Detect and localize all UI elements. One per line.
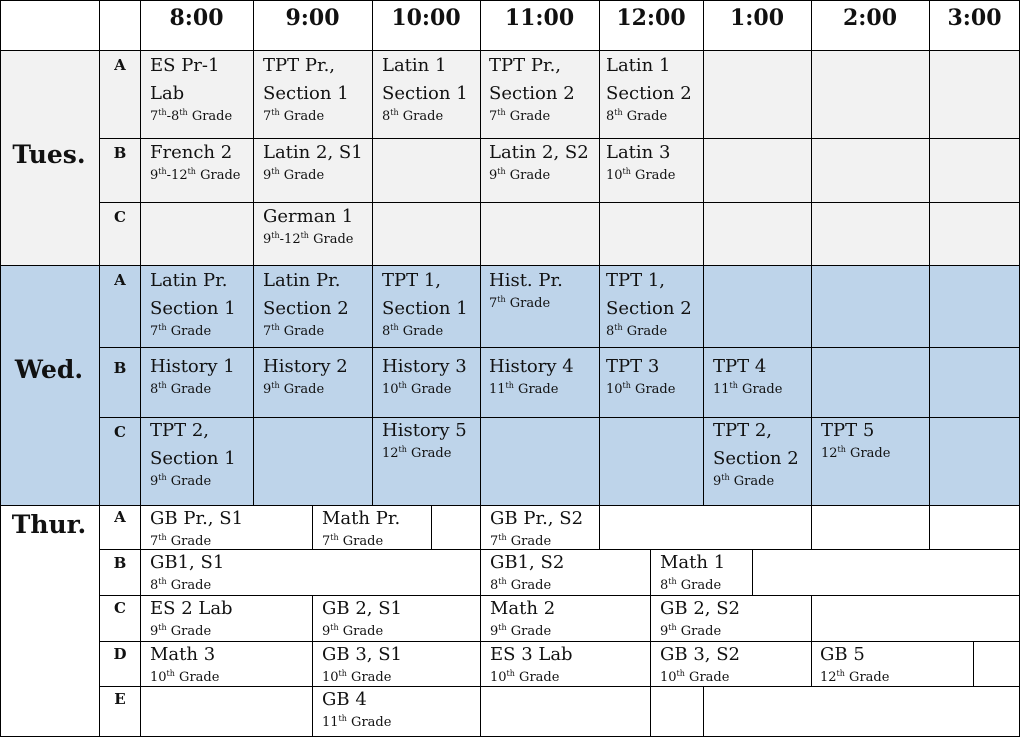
class-title: GB Pr., S2 [490,508,584,529]
grade-label: 12th Grade [821,445,891,461]
grade-label: 12th Grade [382,445,452,461]
class-title: Section 2 [489,83,575,104]
class-cell [382,267,468,340]
class-cell [490,549,564,594]
class-title: GB 2, S2 [660,598,741,619]
class-cell [150,595,233,640]
grade-label: 9th Grade [263,167,325,183]
class-title: ES 3 Lab [490,644,573,665]
row-letter: B [113,554,127,572]
time-header: 12:00 [616,5,686,31]
class-title: GB 3, S2 [660,644,741,665]
class-title: Latin 1 [382,55,447,76]
grade-label: 9th Grade [660,623,722,639]
time-header: 1:00 [729,5,785,31]
grade-label: 7th Grade [489,108,551,124]
grade-label: 9th Grade [150,473,212,489]
class-title: Section 2 [713,448,799,469]
grade-label: 9th Grade [322,623,384,639]
grade-label: 8th Grade [660,577,722,593]
row-letter: E [114,690,126,708]
class-title: History 2 [263,356,348,377]
class-cell [660,595,740,640]
grade-label: 8th Grade [382,108,444,124]
grade-label: 7th Grade [263,108,325,124]
class-title: TPT 5 [821,420,875,441]
class-title: GB 5 [820,644,865,665]
class-cell [322,595,402,640]
class-title: Math Pr. [322,508,401,529]
row-letter: D [113,645,127,663]
day-label-thursday: Thur. [11,510,87,539]
grade-label: 7th Grade [322,533,384,549]
class-title: History 3 [382,356,467,377]
class-title: History 1 [150,356,235,377]
row-letter: C [114,423,126,441]
class-cell [489,267,563,312]
class-title: GB 4 [322,689,367,710]
grade-label: 7th Grade [150,323,212,339]
time-header: 11:00 [504,5,575,31]
time-header: 8:00 [169,5,224,31]
class-cell [150,52,232,125]
class-title: French 2 [150,142,233,163]
grade-label: 9th-12th Grade [150,167,241,183]
row-letter: A [114,271,126,289]
class-title: ES 2 Lab [150,598,233,619]
day-label-wednesday: Wed. [14,355,84,384]
class-title: Section 1 [150,448,236,469]
grade-label: 10th Grade [606,167,676,183]
class-cell [150,549,224,594]
class-title: TPT 1, [606,270,666,291]
class-title: Hist. Pr. [489,270,563,291]
time-header: 10:00 [391,5,461,31]
class-cell [322,686,391,731]
class-cell [713,417,799,490]
class-title: History 5 [382,420,467,441]
class-title: Section 2 [606,83,692,104]
grade-label: 12th Grade [820,669,890,685]
class-title: Lab [150,83,185,104]
class-title: Latin 2, S2 [489,142,589,163]
class-cell [489,353,574,398]
class-cell [322,505,400,550]
grade-label: 10th Grade [490,669,560,685]
grade-label: 8th Grade [150,577,212,593]
class-cell [263,353,348,398]
class-title: Math 3 [150,644,216,665]
row-letter: B [113,359,127,377]
class-cell [606,139,675,184]
grade-label: 8th Grade [606,108,668,124]
class-cell [263,267,349,340]
class-title: GB 2, S1 [322,598,403,619]
class-title: German 1 [263,206,354,227]
class-title: GB 3, S1 [322,644,403,665]
grade-label: 10th Grade [322,669,392,685]
grade-label: 10th Grade [382,381,452,397]
class-cell [821,417,890,462]
class-title: TPT 2, [713,420,773,441]
class-title: GB Pr., S1 [150,508,244,529]
class-cell [713,353,782,398]
class-title: GB1, S2 [490,552,565,573]
class-cell [820,641,889,686]
grade-label: 9th Grade [713,473,775,489]
class-cell [489,52,575,125]
grade-label: 7th Grade [489,295,551,311]
grade-label: 9th Grade [263,381,325,397]
class-cell [490,641,573,686]
class-title: Latin 1 [606,55,671,76]
grade-label: 7th Grade [490,533,552,549]
class-cell [322,641,402,686]
class-title: Math 1 [660,552,726,573]
class-title: TPT 2, [150,420,210,441]
row-letter: C [114,599,126,617]
class-title: Math 2 [490,598,556,619]
class-cell [490,595,555,640]
time-header: 9:00 [285,5,340,31]
class-title: Section 2 [263,298,349,319]
row-letter: A [114,508,126,526]
grade-label: 7th Grade [263,323,325,339]
class-cell [150,139,240,184]
class-title: TPT 4 [713,356,767,377]
grade-label: 7th Grade [150,533,212,549]
class-title: Section 2 [606,298,692,319]
row-letter: A [114,56,126,74]
class-cell [606,353,675,398]
class-title: ES Pr-1 [150,55,220,76]
class-title: History 4 [489,356,574,377]
class-cell [150,353,235,398]
class-cell [263,52,349,125]
grade-label: 10th Grade [150,669,220,685]
class-cell [660,641,740,686]
grade-label: 9th-12th Grade [263,231,354,247]
class-title: Section 1 [382,298,468,319]
time-header: 3:00 [947,5,1002,31]
class-cell [150,505,243,550]
class-cell [150,417,236,490]
class-cell [382,353,467,398]
day-label-tuesday: Tues. [12,140,86,169]
grade-label: 9th Grade [490,623,552,639]
class-cell [489,139,589,184]
row-letter: B [113,144,127,162]
class-cell [382,417,467,462]
class-title: Section 1 [382,83,468,104]
class-title: Section 1 [150,298,236,319]
class-cell [490,505,583,550]
grade-label: 11th Grade [322,714,392,730]
class-cell [606,52,692,125]
class-title: TPT 1, [382,270,442,291]
class-cell [150,641,219,686]
class-cell [382,52,468,125]
grade-label: 8th Grade [150,381,212,397]
grade-label: 9th Grade [150,623,212,639]
class-title: GB1, S1 [150,552,225,573]
class-title: Section 1 [263,83,349,104]
row-letter: C [114,208,126,226]
class-cell [263,203,353,248]
class-title: TPT 3 [606,356,660,377]
class-title: Latin 3 [606,142,671,163]
grade-label: 11th Grade [489,381,559,397]
class-title: Latin 2, S1 [263,142,363,163]
grade-label: 9th Grade [489,167,551,183]
grade-label: 10th Grade [660,669,730,685]
grade-label: 11th Grade [713,381,783,397]
grade-label: 8th Grade [606,323,668,339]
class-cell [263,139,363,184]
grade-label: 10th Grade [606,381,676,397]
grade-label: 7th-8th Grade [150,108,233,124]
class-title: TPT Pr., [263,55,336,76]
class-title: Latin Pr. [150,270,228,291]
class-cell [606,267,692,340]
class-title: TPT Pr., [489,55,562,76]
class-title: Latin Pr. [263,270,341,291]
class-cell [150,267,236,340]
time-header: 2:00 [842,5,898,31]
class-cell [660,549,725,594]
grade-label: 8th Grade [382,323,444,339]
grade-label: 8th Grade [490,577,552,593]
